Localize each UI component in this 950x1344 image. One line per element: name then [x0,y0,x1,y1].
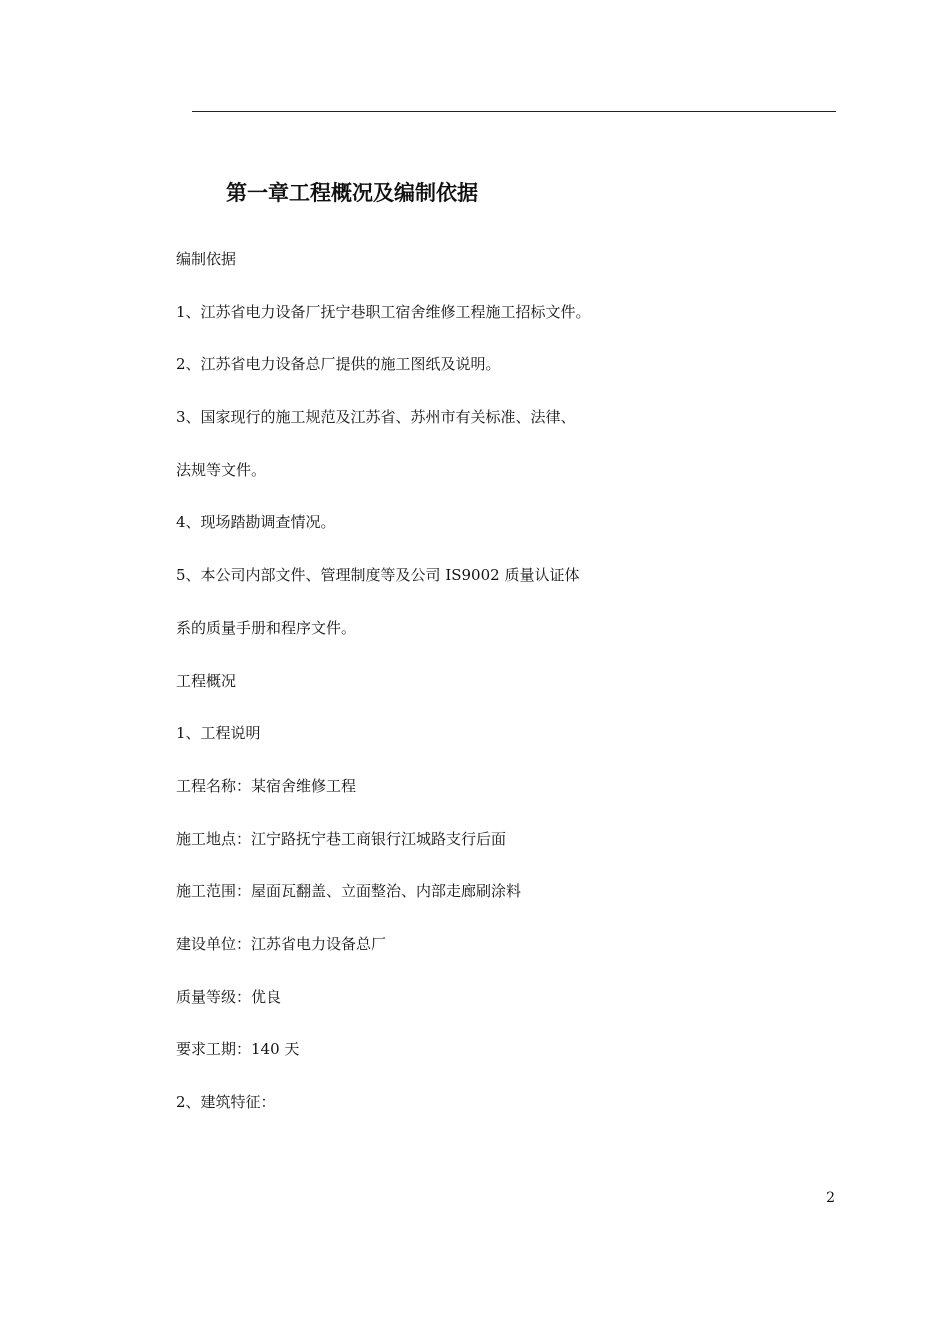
overview-item-2: 2、建筑特征： [176,1093,276,1111]
basis-item-2: 2、江苏省电力设备总厂提供的施工图纸及说明。 [176,355,501,374]
basis-item-5-continued: 系的质量手册和程序文件。 [176,618,357,637]
construction-scope: 施工范围：屋面瓦翻盖、立面整治、内部走廊刷涂料 [176,882,522,901]
project-name: 工程名称：某宿舍维修工程 [176,776,357,795]
overview-item-1: 1、工程说明 [176,724,261,743]
section-heading-basis: 编制依据 [176,250,237,268]
header-rule [192,111,836,112]
basis-item-3-continued: 法规等文件。 [176,460,267,479]
section-heading-overview: 工程概况 [176,671,237,690]
quality-level: 质量等级：优良 [176,987,282,1006]
basis-item-3: 3、国家现行的施工规范及江苏省、苏州市有关标准、法律、 [176,408,576,427]
construction-location: 施工地点：江宁路抚宁巷工商银行江城路支行后面 [176,829,507,848]
basis-item-5: 5、本公司内部文件、管理制度等及公司 IS9002 质量认证体 [176,566,580,585]
document-body [176,246,816,1142]
owner-unit: 建设单位：江苏省电力设备总厂 [176,934,387,953]
basis-item-4: 4、现场踏勘调查情况。 [176,513,336,532]
basis-item-1: 1、江苏省电力设备厂抚宁巷职工宿舍维修工程施工招标文件。 [176,302,591,321]
required-duration: 要求工期：140 天 [176,1040,300,1059]
chapter-title: 第一章工程概况及编制依据 [226,181,478,205]
page-number: 2 [826,1190,835,1206]
